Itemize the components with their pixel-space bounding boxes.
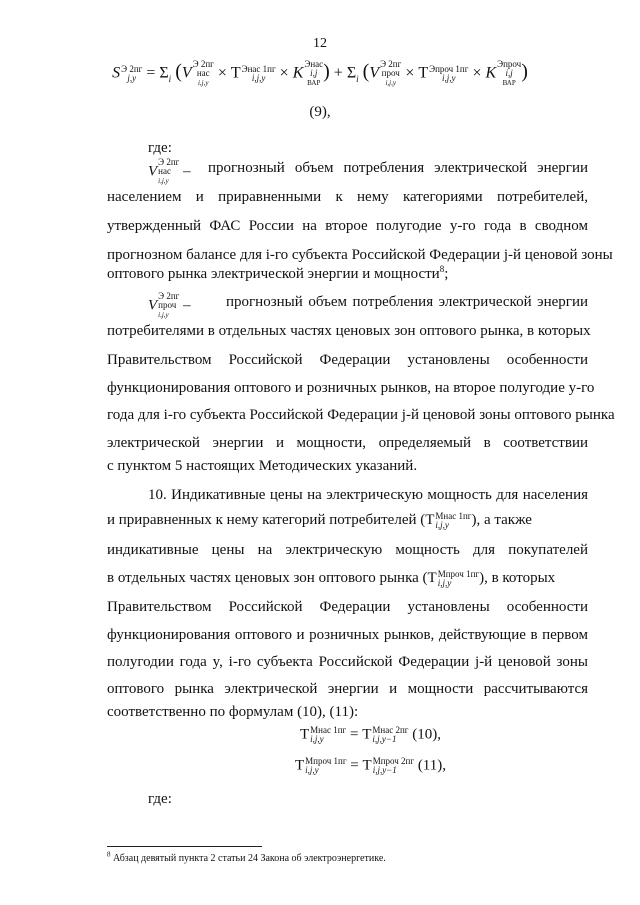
paragraph-10-line-7: полугодии года y, i-го субъекта Российской Федерации j-й ценовой зоны bbox=[107, 654, 588, 670]
definition-1-line-5: оптового рынка электрической энергии и мощности$^8$; bbox=[107, 264, 449, 282]
formula-10: Т Мнас 1пг i,j,y = Т Мнас 2пг i,j,y−1 (10), bbox=[300, 725, 441, 744]
paragraph-10-line-8: оптового рынка электрической энергии и мощности рассчитываются bbox=[107, 681, 588, 697]
definition-2-line-1: V Э 2пг проч i,j,y – прогнозный объем потребления электрической энергии bbox=[148, 291, 588, 319]
definition-1-line-1: V Э 2пг нас i,j,y – прогнозный объем потребления электрической энергии bbox=[148, 157, 588, 185]
definition-2-symbol: V bbox=[148, 297, 158, 314]
paragraph-10-line-2: и приравненных к нему категорий потребителей (Т Мнас 1пг i,j,y ), а также bbox=[107, 510, 532, 530]
footnote-8: $^8$ Абзац девятый пункта 2 статьи 24 Закона об электроэнергетике. bbox=[107, 850, 386, 864]
definition-1-line-3: утвержденный ФАС России на второе полугодие y-го года в сводном bbox=[107, 218, 588, 234]
footnote-ref-8[interactable]: 8 bbox=[439, 264, 445, 274]
definition-2-line-3: Правительством Российской Федерации установлены особенности bbox=[107, 352, 588, 368]
definition-2-line-7: с пунктом 5 настоящих Методических указаний. bbox=[107, 458, 418, 474]
definition-2-line-6: электрической энергии и мощности, определяемый в соответствии bbox=[107, 435, 588, 451]
definition-1-line-4: прогнозном балансе для i-го субъекта Российской Федерации j-й ценовой зоны bbox=[107, 247, 613, 263]
paragraph-10-line-3: индикативные цены на электрическую мощность для покупателей bbox=[107, 542, 588, 558]
equation-9: S Э 2пг j,y = $\Sigma_i$ (V Э 2пг нас i,j,y × Т Энас 1пг i,j,y × K Энас i,j ВАР ) + $\Sigma_i$ (V Э 2пг проч i,j,y × Т Эпроч 1пг i,j,y × K Эпроч i,j ВАР ) bbox=[112, 59, 528, 87]
definition-1-line-2: населением и приравненными к нему категориями потребителей, bbox=[107, 189, 588, 205]
definition-2-line-4: функционирования оптового и розничных рынков, на второе полугодие y-го bbox=[107, 380, 595, 396]
formula-11: Т Мпроч 1пг i,j,y = Т Мпроч 2пг i,j,y−1 (11), bbox=[295, 756, 446, 775]
paragraph-10-line-4: в отдельных частях ценовых зон оптового рынка (Т Мпроч 1пг i,j,y ), в которых bbox=[107, 568, 556, 588]
paragraph-10-line-5: Правительством Российской Федерации установлены особенности bbox=[107, 599, 588, 615]
where-label-1: где: bbox=[148, 140, 172, 156]
equation-9-number: (9), bbox=[309, 104, 331, 120]
definition-1-symbol: V bbox=[148, 163, 158, 180]
definition-2-line-5: года для i-го субъекта Российской Федерации j-й ценовой зоны оптового рынка bbox=[107, 407, 615, 423]
where-label-2: где: bbox=[148, 791, 172, 807]
paragraph-10-line-6: функционирования оптового и розничных рынков, действующие в первом bbox=[107, 627, 588, 643]
definition-2-line-2: потребителями в отдельных частях ценовых зон оптового рынка, в которых bbox=[107, 323, 591, 339]
paragraph-10-line-9: соответственно по формулам (10), (11): bbox=[107, 704, 359, 720]
paragraph-10-line-1: 10. Индикативные цены на электрическую мощность для населения bbox=[148, 487, 588, 503]
page-number: 12 bbox=[313, 36, 327, 51]
footnote-divider bbox=[107, 846, 262, 847]
